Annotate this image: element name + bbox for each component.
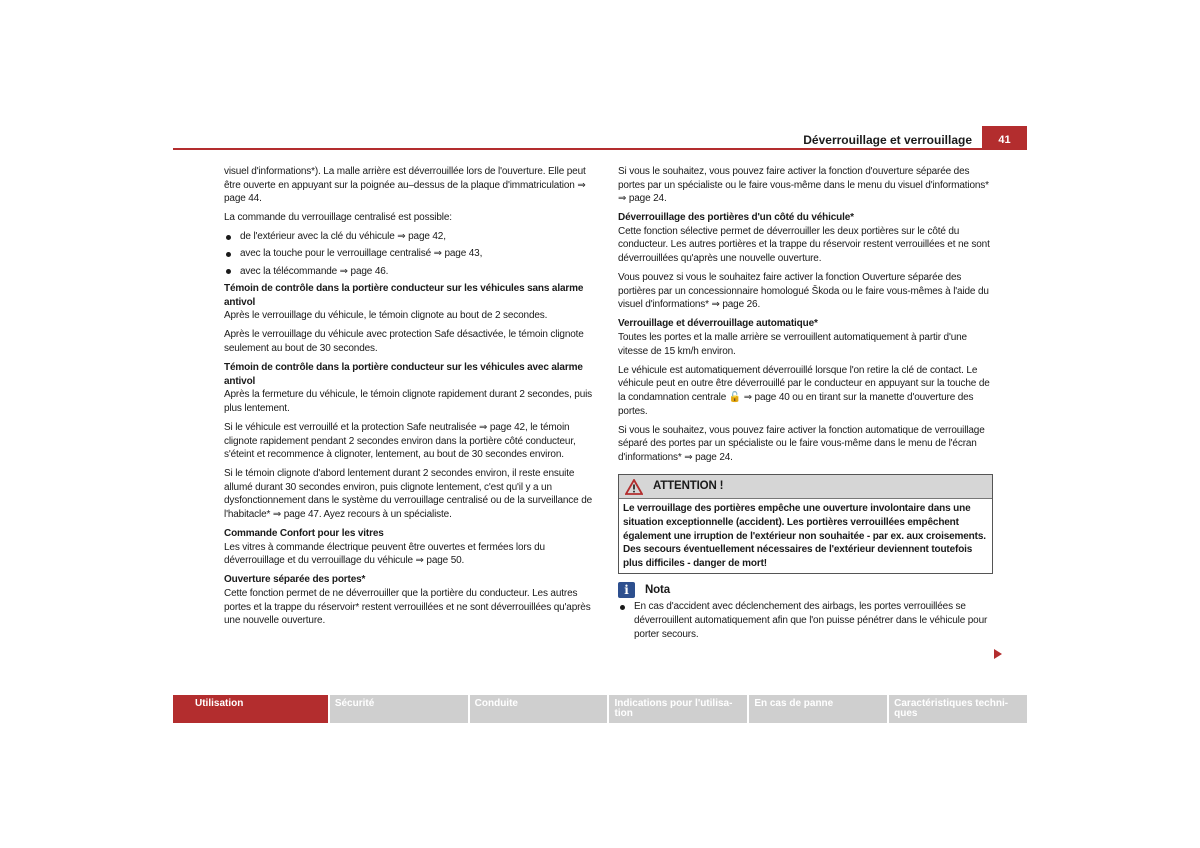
warning-title: ATTENTION ! [653,480,724,493]
info-icon: i [618,582,635,598]
header-rule [173,148,1027,150]
warning-icon [625,479,643,495]
list-item: avec la touche pour le verrouillage centralisé ⇒ page 43, [224,247,601,261]
footer-tab-bar [173,695,1027,723]
section-heading: Commande Confort pour les vitres [224,528,384,540]
tab-en-cas-de-panne[interactable]: En cas de panne [749,695,887,723]
right-column [618,165,995,645]
left-column [224,165,601,633]
section-heading: Témoin de contrôle dans la portière conducteur sur les véhicules avec alarme antivol [224,362,583,387]
section-heading: Témoin de contrôle dans la portière conducteur sur les véhicules sans alarme antivol [224,283,584,308]
paragraph: Si vous le souhaitez, vous pouvez faire activer la fonction d'ouverture séparée des portes par un spécialiste ou le faire vous-même dans le menu du visuel d'informations* ⇒ page 24. [618,166,989,205]
paragraph: Après la fermeture du véhicule, le témoin clignote rapidement durant 2 secondes, puis plus lentement. [224,389,593,414]
paragraph: Si le témoin clignote d'abord lentement durant 2 secondes environ, il reste ensuite allumé durant 30 secondes environ, puis clignote lentement, c'est qu'il y a un dysfonctionnement dans le système du verrouillage centralisé ou de la surveillance de l'habitacle* ⇒ page 47. Ayez recours à un spécialiste. [224,468,593,521]
paragraph: visuel d'informations*). La malle arrière est déverrouillée lors de l'ouverture. Elle peut être ouverte en appuyant sur la poignée au–dessus de la plaque d'immatriculation ⇒ page 44. [224,166,586,205]
warning-box [618,474,993,574]
paragraph: Après le verrouillage du véhicule, le témoin clignote au bout de 2 secondes. [224,310,548,322]
section-heading: Verrouillage et déverrouillage automatique* [618,318,818,330]
nota-header [618,582,995,598]
paragraph: Si vous le souhaitez, vous pouvez faire activer la fonction automatique de verrouillage séparé des portes par un spécialiste ou le faire vous-même dans le menu de l'écran d'informations* ⇒ page 24. [618,424,985,463]
next-page-arrow-icon [994,649,1002,659]
section-heading: Déverrouillage des portières d'un côté du véhicule* [618,212,854,224]
tab-indications[interactable]: Indications pour l'utilisa-tion [609,695,747,723]
tab-conduite[interactable]: Conduite [470,695,608,723]
header-title: Déverrouillage et verrouillage [803,133,972,147]
paragraph: Après le verrouillage du véhicule avec protection Safe désactivée, le témoin clignote seulement au bout de 30 secondes. [224,329,584,355]
paragraph: Si le véhicule est verrouillé et la protection Safe neutralisée ⇒ page 42, le témoin clignote rapidement pendant 2 secondes environ dans la portière côté conducteur, s'éteint et recommence à clignoter, lentement, au bout de 30 secondes environ. [224,422,576,461]
paragraph: Vous pouvez si vous le souhaitez faire activer la fonction Ouverture séparée des portières par un concessionnaire homologué Škoda ou le faire vous-mêmes à l'aide du visuel d'informations* ⇒ page 26. [618,272,989,311]
list-item: de l'extérieur avec la clé du véhicule ⇒ page 42, [224,230,601,244]
nota-list [618,600,995,641]
paragraph: La commande du verrouillage centralisé est possible: [224,212,452,224]
page-number: 41 [982,126,1027,149]
warning-header [619,475,992,499]
bullet-list [224,230,601,278]
paragraph: Les vitres à commande électrique peuvent être ouvertes et fermées lors du déverrouillage et du verrouillage du véhicule ⇒ page 50. [224,541,545,567]
paragraph: Cette fonction permet de ne déverrouiller que la portière du conducteur. Les autres portes et la trappe du réservoir* restent verrouillées et ne sont déverrouillées qu'après une nouvelle ouverture. [224,588,591,627]
paragraph: Le véhicule est automatiquement déverrouillé lorsque l'on retire la clé de contact. Le véhicule peut en outre être déverrouillé par le conducteur en appuyant sur la touche de la condamnation centrale 🔓 ⇒ page 40 ou en tirant sur la manette d'ouverture des portes. [618,364,990,417]
list-item: avec la télécommande ⇒ page 46. [224,265,601,279]
warning-text: Le verrouillage des portières empêche une ouverture involontaire dans une situation exceptionnelle (accident). Les portières verrouillées empêchent également une irruption de l'extérieur non souhaitée - par ex. aux croisements. Des secours éventuellement nécessaires de l'extérieur deviennent toutefois plus difficiles - danger de mort! [623,503,986,569]
tab-utilisation[interactable]: Utilisation [173,695,328,723]
list-item: En cas d'accident avec déclenchement des airbags, les portes verrouillées se déverrouillent automatiquement afin que l'on puisse pénétrer dans le véhicule pour porter secours. [618,600,995,641]
tab-securite[interactable]: Sécurité [330,695,468,723]
paragraph: Cette fonction sélective permet de déverrouiller les deux portières sur le côté du conducteur. Les autres portières et la trappe du réservoir restent verrouillées et ne sont déverrouillées qu'après une nouvelle ouverture. [618,225,990,265]
paragraph: Toutes les portes et la malle arrière se verrouillent automatiquement à partir d'une vitesse de 15 km/h environ. [618,332,967,357]
section-heading: Ouverture séparée des portes* [224,574,366,586]
tab-caracteristiques[interactable]: Caractéristiques techni-ques [889,695,1027,723]
nota-title: Nota [645,583,670,596]
